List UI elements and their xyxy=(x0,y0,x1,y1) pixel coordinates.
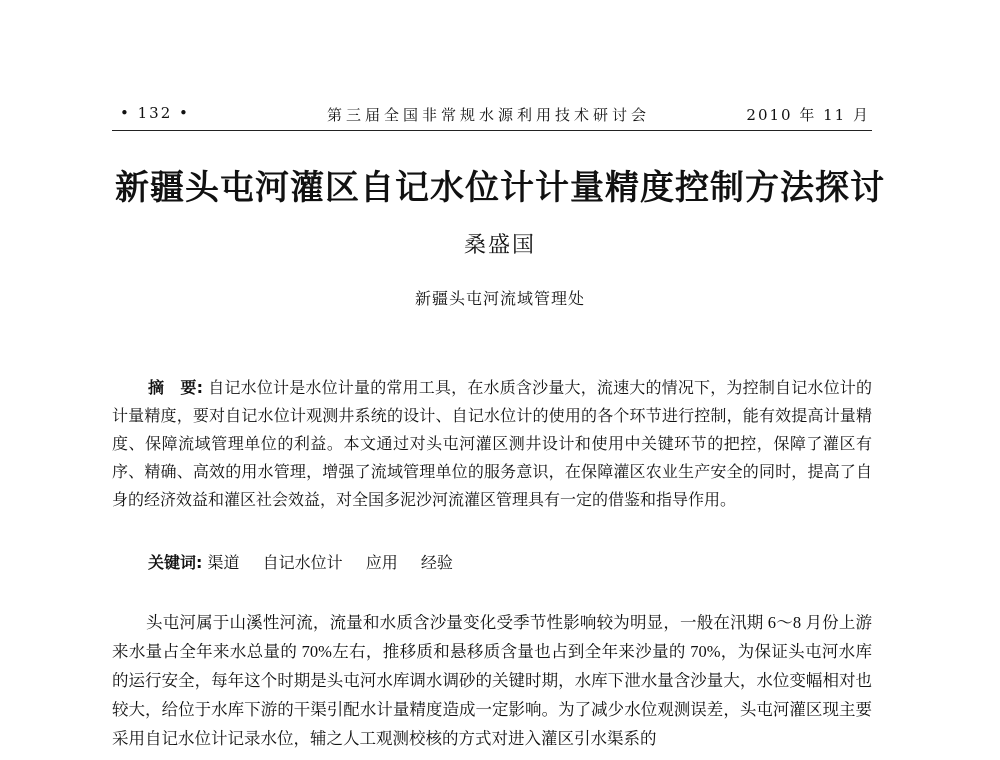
abstract xyxy=(112,374,872,514)
body-paragraph: 头屯河属于山溪性河流，流量和水质含沙量变化受季节性影响较为明显，一般在汛期 6～8 月份上游来水量占全年来水总量的 70%左右，推移质和悬移质含量也占到全年来沙量的 70%，为保证头屯河水库的运行安全，每年这个时期是头屯河水库调水调砂的关键时期，水库下泄水量含沙量大，水位变幅相对也较大，给位于水库下游的干渠引配水计量精度造成一定影响。为了减少水位观测误差，头屯河灌区现主要采用自记水位计记录水位，辅之人工观测校核的方式对进入灌区引水渠系的 xyxy=(112,613,872,748)
keyword-item: 应用 xyxy=(365,553,398,572)
keyword-item: 渠道 xyxy=(207,553,240,572)
paper-title: 新疆头屯河灌区自记水位计计量精度控制方法探讨 xyxy=(115,168,885,208)
author-affiliation: 新疆头屯河流域管理处 xyxy=(414,289,585,308)
conference-name: 第三届全国非常规水源利用技术研讨会 xyxy=(327,106,651,124)
keyword-item: 自记水位计 xyxy=(262,553,343,572)
issue-date: 2010 年 11 月 xyxy=(746,106,870,124)
page-number: • 132 • xyxy=(120,104,190,122)
keyword-item: 经验 xyxy=(420,553,453,572)
abstract-label: 摘 要: xyxy=(148,378,203,397)
author-name: 桑盛国 xyxy=(463,233,536,258)
abstract-text: 自记水位计是水位计量的常用工具，在水质含沙量大，流速大的情况下，为控制自记水位计的计量精度，要对自记水位计观测井系统的设计、自记水位计的使用的各个环节进行控制，能有效提高计量精度、保障流域管理单位的利益。本文通过对头屯河灌区测井设计和使用中关键环节的把控，保障了灌区有序、精确、高效的用水管理，增强了流域管理单位的服务意识，在保障灌区农业生产安全的同时，提高了自身的经济效益和灌区社会效益，对全国多泥沙河流灌区管理具有一定的借鉴和指导作用。 xyxy=(112,378,872,509)
keywords-label: 关键词: xyxy=(148,553,203,572)
keywords xyxy=(148,550,471,573)
running-header xyxy=(112,100,872,131)
